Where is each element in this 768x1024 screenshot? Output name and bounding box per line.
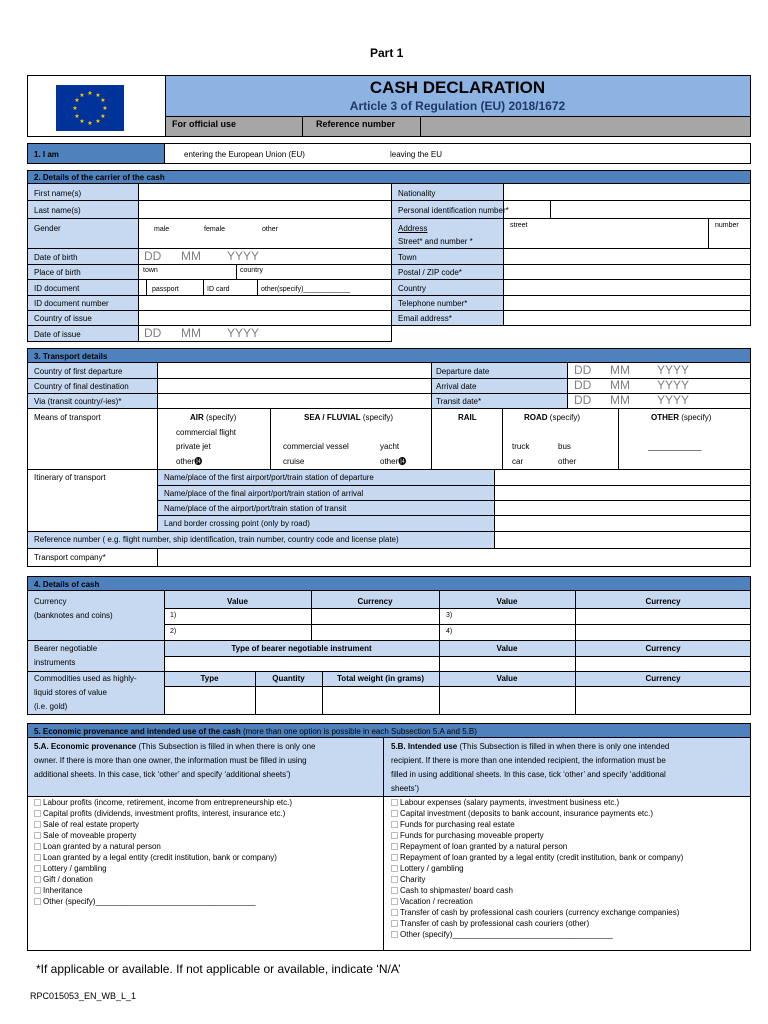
s5b-item[interactable] — [391, 808, 683, 819]
s5b-item[interactable] — [391, 852, 683, 863]
s5a-item[interactable] — [34, 852, 292, 863]
s5a-item-label: Other (specify)____________________________________ — [43, 897, 256, 906]
street-number-label: Street* and number * — [398, 237, 473, 246]
svg-text:★: ★ — [100, 113, 106, 120]
dob-yyyy[interactable]: YYYY — [227, 249, 260, 263]
s5a-text-2: owner. If there is more than one owner, the information must be filled in using — [34, 756, 307, 765]
s5a-item[interactable] — [34, 808, 292, 819]
form-title: CASH DECLARATION — [369, 78, 546, 97]
s5a-item[interactable] — [34, 874, 292, 885]
final-destination-label: Country of final destination — [34, 382, 129, 391]
pob-country[interactable]: country — [240, 267, 263, 274]
s5b-item-label: Other (specify)____________________________________ — [400, 930, 613, 939]
svg-text:★: ★ — [95, 92, 101, 99]
dob-mm[interactable]: MM — [181, 249, 201, 263]
s5b-text-2: recipient. If there is more than one intended recipient, the information must be — [391, 756, 666, 765]
transport-reference-label: Reference number ( e.g. flight number, ship identification, train number, country code and license plate) — [34, 535, 399, 544]
commodity-value-header: Value — [496, 674, 518, 683]
currency-label: Currency — [34, 597, 67, 606]
value-header-2: Value — [496, 597, 518, 606]
s5b-item-label: Cash to shipmaster/ board cash — [400, 886, 513, 895]
itinerary-transit: Name/place of the airport/port/train station of transit — [164, 504, 347, 513]
section-3-title: 3. Transport details — [34, 352, 108, 361]
yacht[interactable]: yacht — [380, 442, 400, 451]
address-label: Address — [398, 224, 428, 233]
s5b-item[interactable] — [391, 896, 683, 907]
svg-text:★: ★ — [79, 92, 85, 99]
s5a-title: 5.A. Economic provenance — [34, 742, 137, 751]
other-road[interactable]: other — [558, 457, 577, 466]
s5b-item[interactable] — [391, 874, 683, 885]
weight-header: Total weight (in grams) — [337, 674, 424, 683]
road-header — [524, 412, 580, 423]
eu-flag — [56, 85, 124, 131]
pin-label: Personal identification number* — [398, 206, 509, 215]
s5b-item[interactable] — [391, 830, 683, 841]
dep-dd[interactable]: DD — [574, 363, 592, 377]
s5a-line-1 — [34, 741, 315, 752]
svg-text:★: ★ — [72, 105, 78, 112]
means-label: Means of transport — [34, 413, 101, 422]
issue-dd[interactable]: DD — [144, 326, 162, 340]
town-label: Town — [398, 253, 417, 262]
type-header: Type — [200, 674, 219, 683]
s5b-item-label: Labour expenses (salary payments, investment business etc.) — [400, 798, 620, 807]
svg-text:★: ★ — [87, 90, 93, 97]
first-departure-label: Country of first departure — [34, 367, 123, 376]
other-header — [651, 412, 711, 423]
gender-male[interactable]: male — [154, 226, 170, 233]
s5a-item[interactable] — [34, 863, 292, 874]
s5a-item[interactable] — [34, 819, 292, 830]
s5a-item-label: Labour profits (income, retirement, income from entrepreneurship etc.) — [43, 798, 292, 807]
sea-label: SEA / FLUVIAL — [304, 413, 361, 422]
svg-text:★: ★ — [74, 97, 80, 104]
currency-row-1: 1) — [170, 612, 177, 619]
currency-header-1: Currency — [357, 597, 393, 606]
commodity-currency-header: Currency — [645, 674, 681, 683]
s5b-item-label: Repayment of loan granted by a legal entity (credit institution, bank or company) — [400, 853, 684, 862]
s5b-item[interactable] — [391, 918, 683, 929]
sea-specify: (specify) — [360, 413, 394, 422]
arr-dd[interactable]: DD — [574, 378, 592, 392]
departure-date-label: Departure date — [436, 367, 490, 376]
s5b-item[interactable] — [391, 797, 683, 808]
pob-label: Place of birth — [34, 268, 81, 277]
tr-dd[interactable]: DD — [574, 393, 592, 407]
s5b-item[interactable] — [391, 929, 683, 940]
svg-text:★: ★ — [79, 118, 85, 125]
section-1-label: 1. I am — [34, 150, 59, 159]
s5b-item-label: Funds for purchasing real estate — [400, 820, 515, 829]
svg-text:★: ★ — [87, 120, 93, 127]
s5b-item[interactable] — [391, 907, 683, 918]
other-sea[interactable]: other⓮ — [380, 457, 407, 466]
section-5-title-note: (more than one option is possible in each Subsection 5.A and 5.B) — [240, 727, 477, 736]
svg-text:★: ★ — [100, 97, 106, 104]
svg-text:★: ★ — [95, 118, 101, 125]
truck[interactable]: truck — [512, 442, 530, 451]
other-transport-line[interactable]: ____________ — [648, 442, 702, 451]
currency-row-2: 2) — [170, 628, 177, 635]
section-2-title: 2. Details of the carrier of the cash — [34, 173, 165, 182]
date-issue-label: Date of issue — [34, 330, 81, 339]
commercial-flight[interactable]: commercial flight — [176, 428, 237, 437]
bearer-label-1: Bearer negotiable — [34, 644, 98, 653]
tr-yyyy[interactable]: YYYY — [657, 393, 690, 407]
s5b-line-1 — [391, 741, 669, 752]
id-doc-label: ID document — [34, 284, 80, 293]
dob-label: Date of birth — [34, 253, 78, 262]
gender-label: Gender — [34, 224, 61, 233]
svg-text:★: ★ — [74, 113, 80, 120]
s5a-item-label: Loan granted by a natural person — [43, 842, 161, 851]
other-specify: (specify) — [679, 413, 712, 422]
s5b-item[interactable] — [391, 885, 683, 896]
s5b-text-1: (This Subsection is filled in when there is only one intended — [457, 742, 670, 751]
s5b-item[interactable] — [391, 841, 683, 852]
email-label: Email address* — [398, 314, 452, 323]
s5b-item[interactable] — [391, 819, 683, 830]
dep-yyyy[interactable]: YYYY — [657, 363, 690, 377]
s5a-text-3: additional sheets. In this case, tick ‘other’ and specify ‘additional sheets’) — [34, 770, 291, 779]
itinerary-border: Land border crossing point (only by road) — [164, 519, 310, 528]
currency-header-2: Currency — [645, 597, 681, 606]
air-header — [190, 412, 236, 423]
road-label: ROAD — [524, 413, 548, 422]
car[interactable]: car — [512, 457, 524, 466]
s5a-item-label: Sale of real estate property — [43, 820, 140, 829]
road-specify: (specify) — [547, 413, 581, 422]
footnote: *If applicable or available. If not applicable or available, indicate ‘N/A’ — [36, 962, 401, 976]
country-issue-label: Country of issue — [34, 314, 92, 323]
bni-currency-header: Currency — [645, 644, 681, 653]
commodities-label-1: Commodities used as highly- — [34, 674, 137, 683]
section-5-title — [34, 726, 477, 737]
s5a-item-label: Sale of moveable property — [43, 831, 137, 840]
reference-number-label: Reference number — [316, 119, 396, 129]
via-label: Via (transit country/-ies)* — [34, 397, 122, 406]
tr-mm[interactable]: MM — [610, 393, 630, 407]
arr-yyyy[interactable]: YYYY — [657, 378, 690, 392]
leaving-eu-checkbox[interactable]: leaving the EU — [390, 150, 443, 159]
sea-header — [304, 412, 393, 423]
s5b-text-4: sheets’) — [391, 784, 420, 793]
s5a-list — [34, 797, 292, 907]
gender-other[interactable]: other — [262, 226, 278, 233]
entering-eu-checkbox[interactable]: entering the European Union (EU) — [184, 150, 305, 159]
currency-row-3: 3) — [446, 612, 453, 619]
bni-type-header: Type of bearer negotiable instrument — [231, 644, 372, 653]
svg-text:★: ★ — [102, 105, 108, 112]
cruise[interactable]: cruise — [283, 457, 305, 466]
currency-sub-label: (banknotes and coins) — [34, 611, 113, 620]
issue-mm[interactable]: MM — [181, 326, 201, 340]
s5a-item-label: Loan granted by a legal entity (credit institution, bank or company) — [43, 853, 277, 862]
arr-mm[interactable]: MM — [610, 378, 630, 392]
private-jet[interactable]: private jet — [176, 442, 211, 451]
currency-row-4: 4) — [446, 628, 453, 635]
postal-label: Postal / ZIP code* — [398, 268, 462, 277]
rail-label[interactable]: RAIL — [458, 413, 477, 422]
s5b-item-label: Capital investment (deposits to bank account, insurance payments etc.) — [400, 809, 654, 818]
s5b-item-label: Lottery / gambling — [400, 864, 464, 873]
s5b-title: 5.B. Intended use — [391, 742, 458, 751]
s5a-item-label: Lottery / gambling — [43, 864, 107, 873]
s5a-text-1: (This Subsection is filled in when there is only one — [136, 742, 316, 751]
id-number-label: ID document number — [34, 299, 109, 308]
dob-dd[interactable]: DD — [144, 249, 162, 263]
first-name-label: First name(s) — [34, 189, 82, 198]
s5b-item-label: Vacation / recreation — [400, 897, 473, 906]
nationality-label: Nationality — [398, 189, 436, 198]
s5a-item-label: Gift / donation — [43, 875, 93, 884]
id-other[interactable]: other(specify)____________ — [261, 286, 351, 293]
itinerary-first: Name/place of the first airport/port/train station of departure — [164, 473, 374, 482]
s5a-item-label: Inheritance — [43, 886, 83, 895]
part-label: Part 1 — [370, 46, 404, 60]
s5b-item-label: Transfer of cash by professional cash couriers (other) — [400, 919, 590, 928]
quantity-header: Quantity — [272, 674, 305, 683]
s5a-item-label: Capital profits (dividends, investment profits, interest, insurance etc.) — [43, 809, 286, 818]
other-air[interactable]: other⓮ — [176, 457, 203, 466]
s5b-item-label: Funds for purchasing moveable property — [400, 831, 544, 840]
country-label: Country — [398, 284, 427, 293]
gender-female[interactable]: female — [204, 226, 226, 233]
id-passport[interactable]: passport — [152, 286, 179, 293]
itinerary-final: Name/place of the final airport/port/train station of arrival — [164, 489, 364, 498]
dep-mm[interactable]: MM — [610, 363, 630, 377]
value-header-1: Value — [227, 597, 248, 606]
air-specify: (specify) — [203, 413, 237, 422]
official-use-label: For official use — [172, 119, 237, 129]
bearer-label-2: instruments — [34, 658, 76, 667]
section-5-title-bold: 5. Economic provenance and intended use of the cash — [34, 727, 241, 736]
arrival-date-label: Arrival date — [436, 382, 477, 391]
id-card[interactable]: ID card — [207, 286, 230, 293]
pob-town[interactable]: town — [143, 267, 158, 274]
form-subtitle: Article 3 of Regulation (EU) 2018/1672 — [349, 99, 566, 113]
s5b-item-label: Repayment of loan granted by a natural person — [400, 842, 568, 851]
document-code: RPC015053_EN_WB_L_1 — [30, 991, 137, 1001]
commodities-label-2: liquid stores of value — [34, 688, 107, 697]
s5a-item[interactable] — [34, 841, 292, 852]
number-field[interactable]: number — [715, 222, 739, 229]
s5b-item-label: Transfer of cash by professional cash couriers (currency exchange companies) — [400, 908, 680, 917]
s5b-item[interactable] — [391, 863, 683, 874]
air-label: AIR — [190, 413, 204, 422]
street-field[interactable]: street — [510, 222, 528, 229]
other-transport-label: OTHER — [651, 413, 679, 422]
bus[interactable]: bus — [558, 442, 571, 451]
commercial-vessel[interactable]: commercial vessel — [283, 442, 349, 451]
commodities-label-3: (i.e. gold) — [34, 702, 68, 711]
s5a-item[interactable] — [34, 797, 292, 808]
section-4-title: 4. Details of cash — [34, 580, 100, 589]
last-name-label: Last name(s) — [34, 206, 81, 215]
s5a-item[interactable] — [34, 830, 292, 841]
s5b-list — [391, 797, 683, 940]
transport-company-label: Transport company* — [34, 553, 106, 562]
issue-yyyy[interactable]: YYYY — [227, 326, 260, 340]
s5b-item-label: Charity — [400, 875, 426, 884]
s5a-item[interactable] — [34, 885, 292, 896]
s5a-item[interactable] — [34, 896, 292, 907]
transit-date-label: Transit date* — [436, 397, 482, 406]
bni-value-header: Value — [496, 644, 518, 653]
itinerary-label: Itinerary of transport — [34, 473, 106, 482]
s5b-text-3: filled in using additional sheets. In this case, tick ‘other’ and specify ‘additional — [391, 770, 666, 779]
telephone-label: Telephone number* — [398, 299, 468, 308]
